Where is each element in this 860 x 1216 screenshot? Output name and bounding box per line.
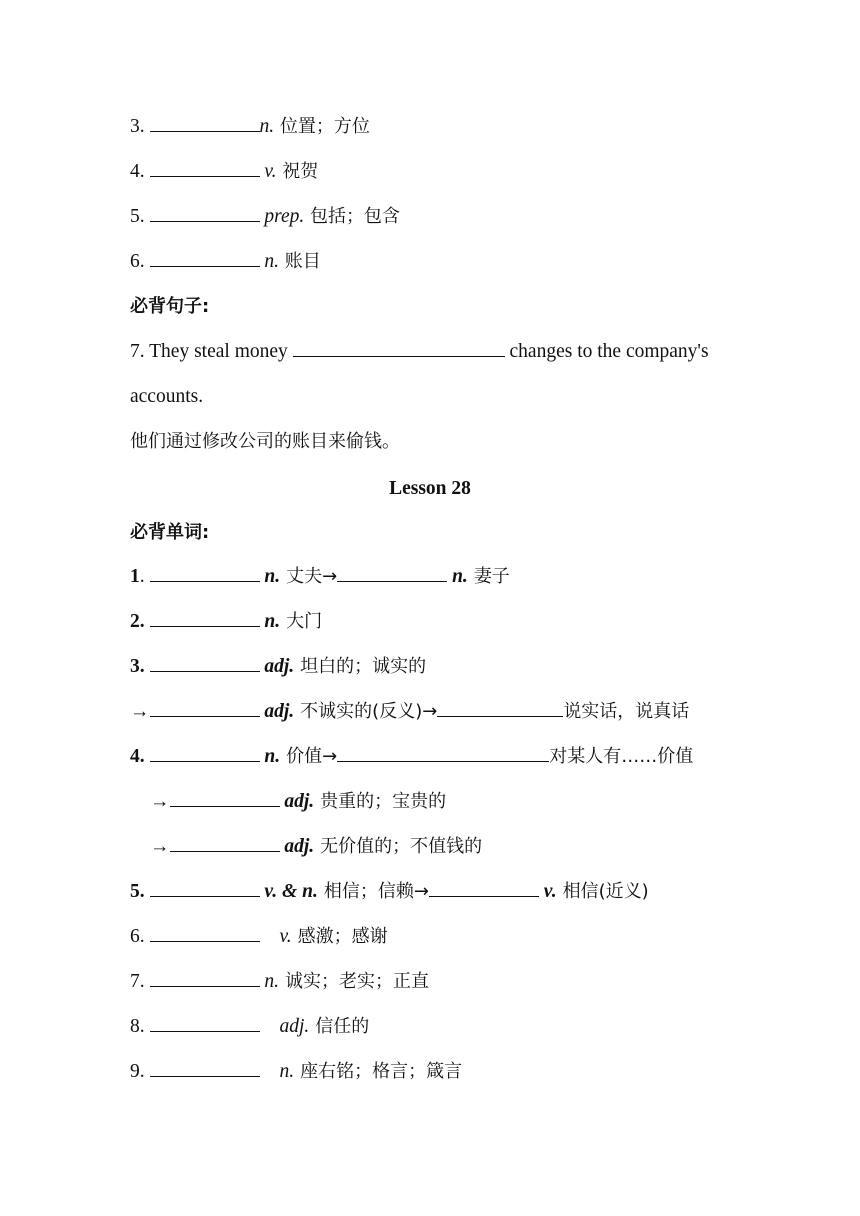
answer-blank[interactable] (150, 969, 260, 987)
answer-blank[interactable] (293, 339, 505, 357)
word-line-4b: → adj. 贵重的；宝贵的 (150, 791, 447, 812)
answer-blank[interactable] (150, 204, 260, 222)
word-line-4: 4. n. 价值→ 对某人有……价值 (130, 746, 694, 767)
vocab-line-3: 3. n. 位置；方位 (130, 116, 370, 137)
sentence-7-continued: accounts. (130, 386, 204, 407)
answer-blank[interactable] (150, 564, 260, 582)
word-line-9: 9. n. 座右铭；格言；箴言 (130, 1061, 463, 1082)
answer-blank[interactable] (337, 564, 447, 582)
vocab-line-6: 6. n. 账目 (130, 251, 321, 272)
answer-blank[interactable] (150, 924, 260, 942)
answer-blank[interactable] (437, 699, 563, 717)
answer-blank[interactable] (150, 1059, 260, 1077)
answer-blank[interactable] (337, 744, 549, 762)
heading-sentences: 必背句子: (130, 296, 210, 317)
answer-blank[interactable] (429, 879, 539, 897)
word-line-5: 5. v. & n. 相信；信赖→ v. 相信(近义) (130, 881, 649, 902)
answer-blank[interactable] (150, 159, 260, 177)
answer-blank[interactable] (150, 249, 260, 267)
vocab-line-4: 4. v. 祝贺 (130, 161, 319, 182)
answer-blank[interactable] (170, 789, 280, 807)
word-line-4c: → adj. 无价值的；不值钱的 (150, 836, 483, 857)
word-line-2: 2. n. 大门 (130, 611, 323, 632)
sentence-7: 7. They steal money changes to the company's (130, 341, 709, 362)
answer-blank[interactable] (150, 699, 260, 717)
answer-blank[interactable] (150, 1014, 260, 1032)
answer-blank[interactable] (150, 609, 260, 627)
answer-blank[interactable] (150, 744, 260, 762)
word-line-3b: → adj. 不诚实的(反义)→ 说实话，说真话 (130, 701, 690, 722)
vocab-line-5: 5. prep. 包括；包含 (130, 206, 401, 227)
word-line-3: 3. adj. 坦白的；诚实的 (130, 656, 427, 677)
word-line-1: 1. n. 丈夫→ n. 妻子 (130, 566, 510, 587)
heading-words: 必背单词: (130, 522, 210, 543)
sentence-7-translation: 他们通过修改公司的账目来偷钱。 (130, 431, 400, 452)
answer-blank[interactable] (150, 654, 260, 672)
lesson-title: Lesson 28 (389, 478, 471, 499)
answer-blank[interactable] (170, 834, 280, 852)
answer-blank[interactable] (150, 114, 260, 132)
word-line-6: 6. v. 感激；感谢 (130, 926, 388, 947)
word-line-7: 7. n. 诚实；老实；正直 (130, 971, 429, 992)
word-line-8: 8. adj. 信任的 (130, 1016, 370, 1037)
answer-blank[interactable] (150, 879, 260, 897)
